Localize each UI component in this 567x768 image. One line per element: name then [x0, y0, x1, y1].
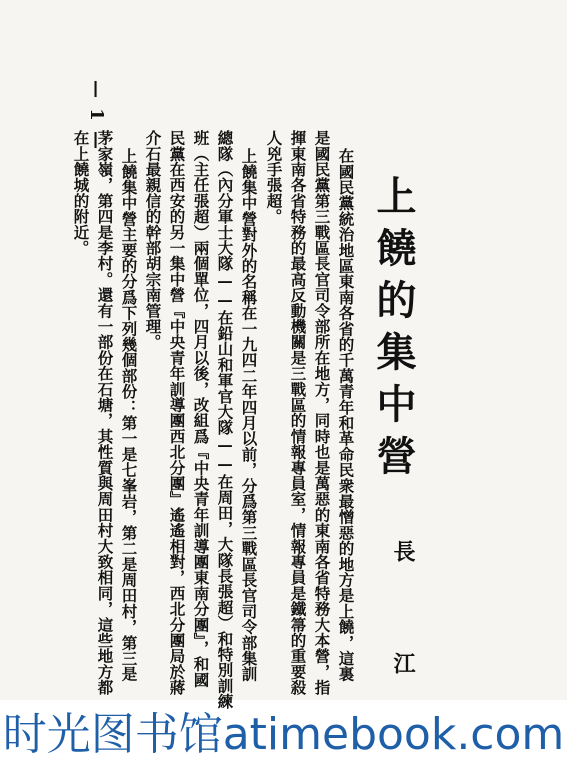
author-name: 長 江 — [390, 540, 416, 708]
body-column-9: 介石最親信的幹部胡宗南管理。 — [143, 130, 163, 350]
body-column-2: 是國民黨第三戰區長官司令部所在地方，同時也是萬惡的東南各省特務大本營，指 — [312, 130, 332, 696]
body-column-4: 人兇手張超。 — [264, 130, 284, 225]
body-column-12: 在上饒城的附近。 — [71, 130, 91, 256]
body-column-5: 上饒集中營對外的名稱在一九四二年四月以前，分爲第三戰區長官司令部集訓 — [239, 148, 259, 682]
body-column-1: 在國民黨統治地區東南各省的千萬青年和革命民衆最憎惡的地方是上饒，這裏 — [336, 148, 356, 682]
article-title: 上饒的集中營 — [370, 175, 417, 487]
body-column-11: 茅家嶺，第四是李村。還有一部份在石塘，其性質與周田村大致相同，這些地方都 — [95, 130, 115, 696]
body-column-10: 上饒集中營主要的分爲下列幾個部份：第一是七峯岩，第二是周田村，第三是 — [119, 148, 139, 682]
body-column-3: 揮東南各省特務的最高反動機關是三戰區的情報專員室，情報專員是鐵箒的重要殺 — [288, 130, 308, 696]
body-column-6: 總隊（內分軍士大隊——在鉛山和軍官大隊——在周田，大隊長張超）和特別訓練 — [215, 130, 235, 710]
page-number: — 1 — — [86, 80, 107, 152]
body-column-8: 民黨在西安的另一集中營『中央青年訓導團西北分團』遙遙相對，西北分團局於蔣 — [167, 130, 187, 696]
body-column-7: 班（主任張超）兩個單位，四月以後，改組爲『中央青年訓導團東南分團』，和國 — [191, 130, 211, 688]
site-watermark: 时光图书馆atimebook.com — [2, 709, 565, 760]
